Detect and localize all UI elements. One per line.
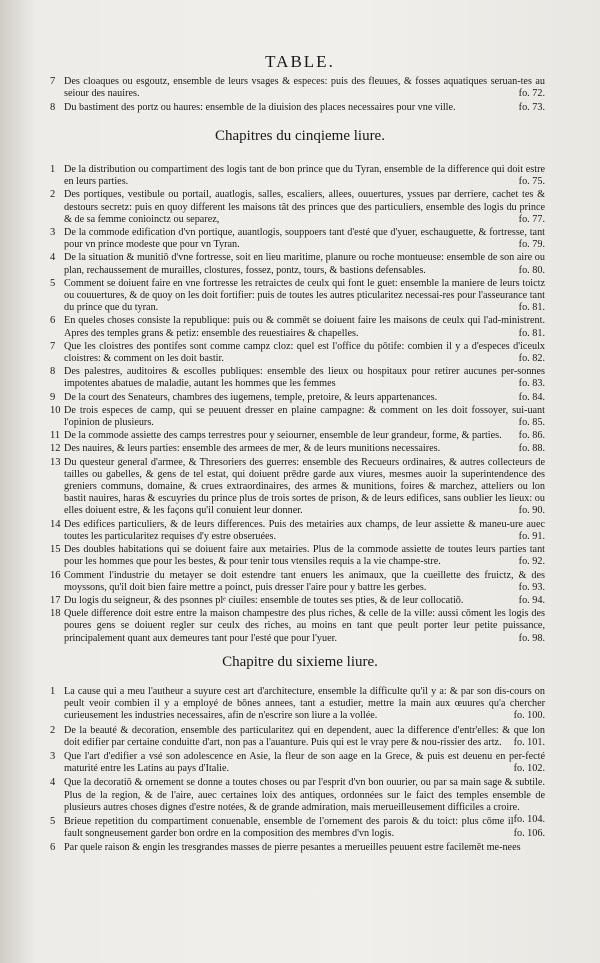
entry-folio: fo. 85. — [518, 417, 545, 429]
toc-entry — [50, 278, 545, 315]
entry-number: 5 — [50, 816, 56, 828]
entry-number: 4 — [50, 777, 56, 789]
entry-text: Que l'art d'edifier a vsé son adolescence en Asie, la fleur de son aage en la Grece, & puis est deuenu en per-fecté maturité entre les Latins au pays d'Italie. — [64, 751, 545, 775]
chapter6-title: Chapitre du sixieme liure. — [222, 654, 378, 670]
entry-folio: fo. 81. — [518, 302, 545, 314]
entry-number: 16 — [50, 569, 61, 581]
entry-folio: fo. 102. — [513, 763, 545, 775]
entry-number: 7 — [50, 76, 56, 87]
entry-text: Des cloaques ou esgoutz, ensemble de leurs vsages & especes: puis des fleuues, & fosses aquatiques seruan-tes au seiour des nauires. — [64, 76, 545, 100]
entry-number: 12 — [50, 443, 61, 455]
entry-text: Quele difference doit estre entre la maison champestre des plus riches, & celle de la ville: aussi cōment les logis des poures gens se doiuent regler sur ceulx des riches, au moins en tant que peult porter leur petite puissance, principalement quant aux demeures tant pour l'esté que pour l'yuer. — [64, 608, 545, 644]
entry-number: 3 — [50, 227, 56, 239]
toc-entry — [50, 544, 545, 568]
entry-text: La cause qui a meu l'autheur a suyure cest art d'architecture, ensemble la difficulte qu'il y a: & par son dis-cours on peult veoir combien il y a employé de bōnes annees, tant a estudier, mettre la main aux œuures qu'a chercher curieusement les industries necessaires, afin de n'escrire son liure a la vollée. — [64, 686, 545, 722]
entry-folio: fo. 88. — [518, 443, 545, 455]
entry-folio: fo. 82. — [518, 353, 545, 365]
entry-folio: fo. 92. — [518, 556, 545, 568]
entry-folio: fo. 75. — [518, 176, 545, 188]
entry-number: 6 — [50, 315, 56, 327]
entry-text: Du questeur general d'armee, & Thresoriers des guerres: ensemble des Recueurs ordinaires, & autres collecteurs de tailles ou gabelles, & gens de tel estat, qui doiuent prēdre garde aux viures, mesmes auoir la superintendence des greniers communs, domaine, & crues extraordinaires, des armes & munitions, foires & marchez, atteliers ou lon bastit nauires, haras & escuyries du prince plus de trois sortes de prison, & de leurs edifices, sans oublier les lieux: ou elles doiuent estre, & les façons qu'il conuient leur donner. — [64, 456, 545, 517]
entry-folio: fo. 104. — [513, 814, 545, 826]
entry-text: Par quele raison & engin les tresgrandes masses de pierre pesantes a merueilles peuuent estre facilemēt me-nees — [64, 842, 521, 854]
toc-entry — [50, 102, 545, 114]
toc-entry — [50, 777, 545, 826]
running-head: TABLE. — [265, 52, 335, 71]
entry-text: Comment l'industrie du metayer se doit estendre tant enuers les animaux, que la cueillette des fruictz, & des moyssons, qu'il doit bien faire mettre a poinct, puis dresser l'aire pour y battre les gerbes. — [64, 569, 545, 593]
entry-folio: fo. 98. — [518, 632, 545, 644]
toc-entry — [50, 430, 545, 442]
entry-number: 15 — [50, 544, 61, 556]
entry-text: Des palestres, auditoires & escolles publiques: ensemble des lieux ou hospitaux pour retirer aucunes per-sonnes impotentes abatues de maladie, autant les hommes que les femmes — [64, 366, 545, 390]
entry-number: 18 — [50, 608, 61, 620]
entry-number: 4 — [50, 252, 56, 264]
entry-folio: fo. 72. — [518, 88, 545, 100]
entry-number: 1 — [50, 686, 56, 697]
entry-text: Des edifices particuliers, & de leurs differences. Puis des metairies aux champs, de leur assiette & maneu-ure auec toutes les particularitez requises d'y estre obseruées. — [64, 518, 545, 542]
entry-number: 14 — [50, 518, 61, 530]
entry-number: 5 — [50, 277, 56, 289]
toc-entry — [50, 392, 545, 404]
toc-entry — [50, 842, 545, 854]
entry-number: 6 — [50, 842, 56, 854]
entry-text: Des portiques, vestibule ou portail, auatlogis, salles, escaliers, allees, ouuertures, yssues par derriere, cachet tes & destours secretz: puis en quoy different les maisons tât des princes que des particuliers, ensemble des logis du prince & de sa femme conioinctz ou separez, — [64, 189, 545, 225]
toc-entry — [50, 686, 545, 723]
toc-entry — [50, 341, 545, 365]
chapter6-entries — [50, 686, 545, 857]
entry-number: 10 — [50, 404, 61, 416]
toc-entry — [50, 227, 545, 251]
entry-number: 17 — [50, 594, 61, 606]
toc-entry — [50, 405, 545, 429]
entry-folio: fo. 80. — [518, 264, 545, 276]
entry-number: 2 — [50, 189, 56, 201]
entry-text: En queles choses consiste la republique: puis ou & commēt se doiuent faire les maisons de ceulx qui l'ad-ministrent. Apres des temples grans & petiz: ensemble des reuestiaires & chapelles. — [64, 315, 545, 339]
entry-text: De la distribution ou compartiment des logis tant de bon prince que du Tyran, ensemble de la difference qui doit estre en leurs parties. — [64, 164, 545, 188]
entry-number: 9 — [50, 391, 56, 403]
entry-text: Comment se doiuent faire en vne fortresse les retraictes de ceulx qui font le guet: ensemble la maniere de leurs toictz ou couuertures, & de quoy on les doit fortifier: puis de toutes les autres pticularitez necessai-res pour l'asseurance tant du prince que du tyran. — [64, 277, 545, 314]
entry-folio: fo. 79. — [518, 239, 545, 251]
toc-entry — [50, 608, 545, 645]
entry-folio: fo. 83. — [518, 378, 545, 390]
top-entries — [50, 76, 545, 117]
toc-entry — [50, 725, 545, 749]
entry-folio: fo. 100. — [513, 710, 545, 722]
toc-entry — [50, 751, 545, 775]
toc-entry — [50, 570, 545, 594]
entry-text: Du logis du seigneur, & des psonnes plᵉ ciuiles: ensemble de toutes ses pties, & de leur collocatiō. — [64, 594, 464, 606]
entry-text: Du bastiment des portz ou haures: ensemble de la diuision des places necessaires pour vne ville. — [64, 102, 456, 114]
toc-entry — [50, 315, 545, 339]
entry-text: De trois especes de camp, qui se peuuent dresser en plaine campagne: & comment on les doit fossoyer, sui-uant l'opinion de plusieurs. — [64, 404, 545, 429]
toc-entry — [50, 76, 545, 100]
entry-folio: fo. 77. — [518, 213, 545, 225]
entry-folio: fo. 86. — [518, 430, 545, 442]
entry-text: De la commode edification d'vn portique, auantlogis, souppoers tant d'esté que d'yuer, eschauguette, & fortresse, tant pour vn prince modeste que pour vn Tyran. — [64, 227, 545, 251]
entry-text: Que la decoratiō & ornement se donne a toutes choses ou par l'esprit d'vn bon ouurier, ou par sa main sage & subtile. Plus de la region, & de l'aire, auec certaines loix des antiques, ordonnées sur le faict des temples ensemble de plusieurs autres choses dignes d'estre notées, & de grande admiration, mais merueilleusement difficiles a croire. — [64, 777, 545, 813]
entry-folio: fo. 101. — [513, 736, 545, 748]
chapter5-title: Chapitres du cinqieme liure. — [215, 128, 385, 144]
entry-folio: fo. 84. — [518, 391, 545, 403]
entry-folio: fo. 73. — [518, 102, 545, 114]
toc-entry — [50, 519, 545, 543]
entry-text: Des nauires, & leurs parties: ensemble des armees de mer, & de leurs munitions necessaires. — [64, 443, 441, 455]
toc-entry — [50, 443, 545, 455]
entry-folio: fo. 91. — [518, 530, 545, 542]
entry-text: Brieue repetition du compartiment conuenable, ensemble de l'ornement des parois & du toict: plus cōme il fault songneusement garder bon ordre en la composition des membres d'vn logis. — [64, 816, 514, 840]
entry-text: De la beauté & decoration, ensemble des particularitez qui en dependent, auec la difference d'entr'elles: & que lon doit edifier par certaine conduitte d'art, non pas a l'auanture. Puis qui est le vray pere & nou-rissier des artz. — [64, 724, 545, 748]
entry-text: De la commode assiette des camps terrestres pour y seiourner, ensemble de leur grandeur, forme, & parties. — [64, 430, 502, 442]
entry-text: De la court des Senateurs, chambres des iugemens, temple, pretoire, & leurs appartenances. — [64, 391, 438, 403]
chapter5-entries — [50, 164, 545, 646]
entry-folio: fo. 90. — [518, 505, 545, 517]
entry-number: 8 — [50, 102, 56, 114]
entry-number: 1 — [50, 164, 56, 175]
toc-entry — [50, 366, 545, 390]
entry-folio: fo. 93. — [518, 581, 545, 593]
entry-number: 7 — [50, 340, 56, 352]
toc-entry — [50, 816, 545, 840]
toc-entry — [50, 189, 545, 226]
entry-number: 2 — [50, 724, 56, 736]
entry-number: 11 — [50, 430, 61, 442]
entry-number: 3 — [50, 751, 56, 763]
toc-entry — [50, 164, 545, 188]
entry-text: Des doubles habitations qui se doiuent faire aux metairies. Plus de la commode assiette de toutes leurs parties tant pour les hommes que pour les bestes, & pour tenir tous vtensiles requis a la vie champe-stre. — [64, 544, 545, 568]
entry-folio: fo. 94. — [518, 594, 545, 606]
entry-number: 13 — [50, 456, 61, 468]
entry-text: Que les cloistres des pontifes sont comme campz cloz: quel est l'office du pōtife: combien il y a d'especes d'iceulx cloistres: & comment on les doit bastir. — [64, 340, 545, 365]
entry-number: 8 — [50, 366, 56, 378]
entry-folio: fo. 81. — [518, 327, 545, 339]
toc-entry — [50, 595, 545, 607]
toc-entry — [50, 252, 545, 276]
entry-folio: fo. 106. — [513, 828, 545, 840]
toc-entry — [50, 457, 545, 518]
entry-text: De la situation & munitiō d'vne fortresse, soit en lieu maritime, planure ou roche montueuse: ensemble de son aire ou plan, rechaussement de murailles, clostures, fossez, pontz, tours, & bastions defensables. — [64, 252, 545, 276]
